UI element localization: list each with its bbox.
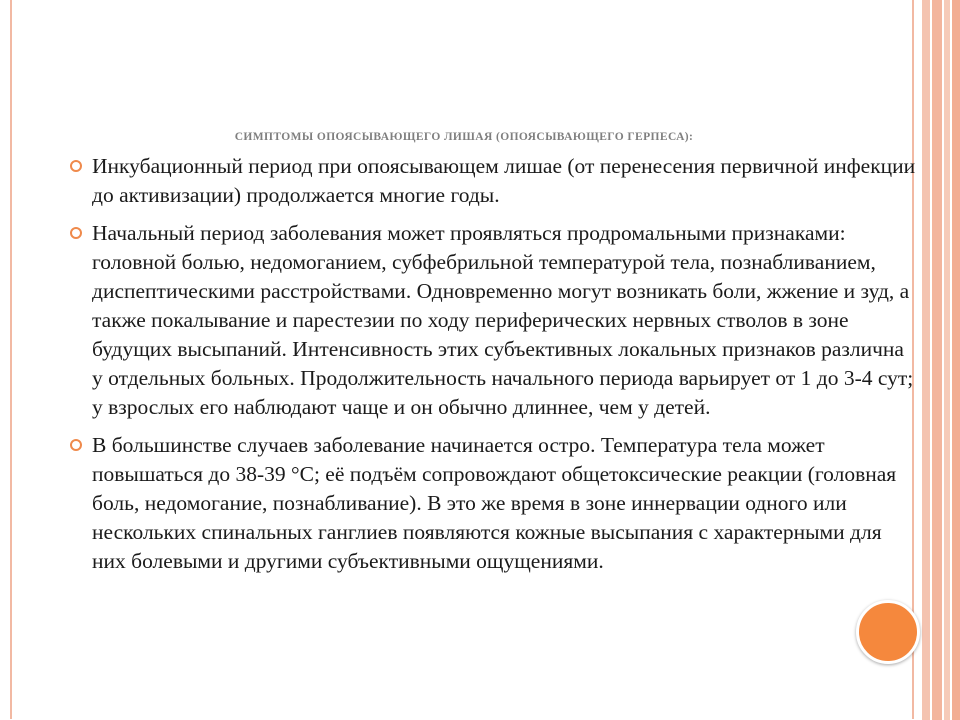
decorative-stripe [922, 0, 930, 720]
bullet-text: В большинстве случаев заболевание начинается остро. Температура тела может повышаться до 38-39 °С; её подъём сопровождают общетоксические реакции (головная боль, недомогание, познабливание). В это же время в зоне иннервации одного или нескольких спинальных ганглиев появляются кожные высыпания с характерными для них болевыми и другими субъективными ощущениями. [92, 433, 897, 573]
bullet-item [70, 152, 920, 210]
slide-frame [10, 0, 914, 719]
decorative-stripe [944, 0, 950, 720]
orange-circle-icon [856, 600, 920, 664]
decorative-stripe [932, 0, 942, 720]
bullet-text: Начальный период заболевания может проявляться продромальными признаками: головной болью, недомоганием, субфебрильной температурой тела, познабливанием, диспептическими расстройствами. Одновременно могут возникать боли, жжение и зуд, а также покалывание и парестезии по ходу периферических нервных стволов в зоне будущих высыпаний. Интенсивность этих субъективных локальных признаков различна у отдельных больных. Продолжительность начального периода варьирует от 1 до 3-4 сут; у взрослых его наблюдают чаще и он обычно длиннее, чем у детей. [92, 221, 914, 419]
hollow-circle-bullet-icon [70, 439, 82, 451]
hollow-circle-bullet-icon [70, 160, 82, 172]
bullet-list [70, 152, 920, 585]
bullet-item [70, 219, 920, 422]
bullet-item [70, 431, 920, 576]
bullet-text: Инкубационный период при опоясывающем лишае (от перенесения первичной инфекции до активизации) продолжается многие годы. [92, 154, 916, 207]
decorative-stripe [952, 0, 960, 720]
slide-title: СИМПТОМЫ ОПОЯСЫВАЮЩЕГО ЛИШАЯ (ОПОЯСЫВАЮЩЕГО ГЕРПЕСА): [234, 131, 694, 143]
hollow-circle-bullet-icon [70, 227, 82, 239]
